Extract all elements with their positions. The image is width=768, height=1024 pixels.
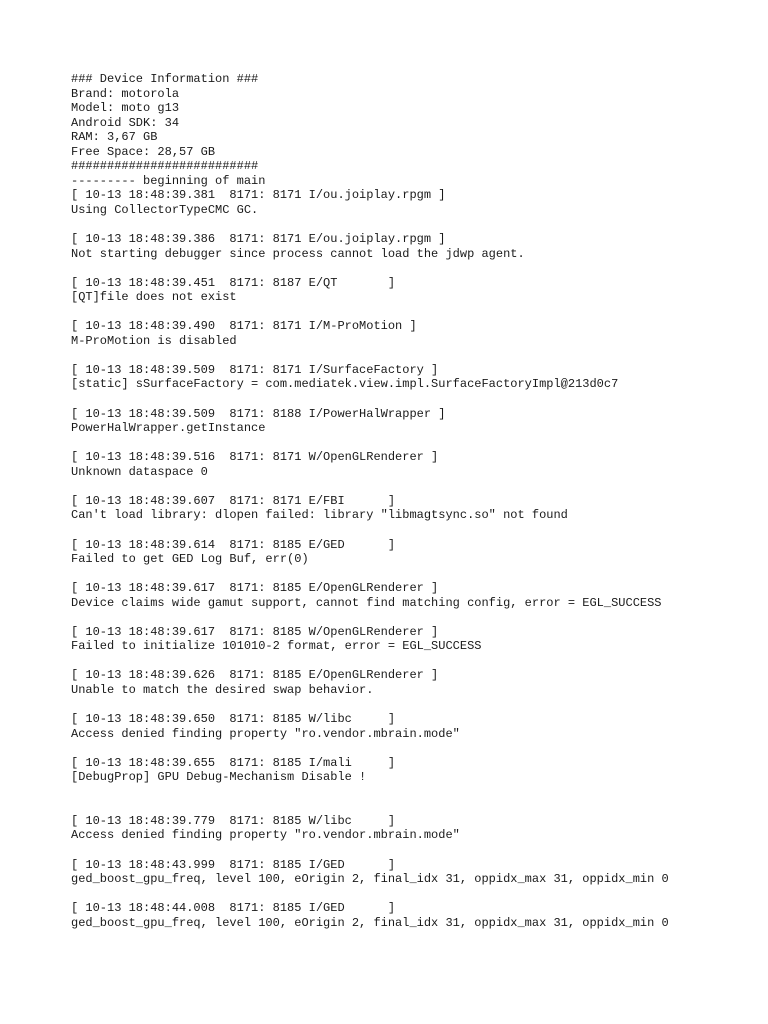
log-entry-header: [ 10-13 18:48:39.626 8171: 8185 E/OpenGLRenderer ]: [71, 668, 439, 683]
log-entry-message: Unable to match the desired swap behavior.: [71, 682, 374, 697]
blank-line: [71, 741, 751, 756]
blank-line: [71, 654, 751, 669]
log-entry-header: [ 10-13 18:48:43.999 8171: 8185 I/GED ]: [71, 857, 396, 872]
log-document: [71, 72, 751, 930]
log-entry-header: [ 10-13 18:48:39.614 8171: 8185 E/GED ]: [71, 537, 396, 552]
log-entry-message: ged_boost_gpu_freq, level 100, eOrigin 2, final_idx 31, oppidx_max 31, oppidx_min 0: [71, 915, 669, 930]
device-android-sdk: Android SDK: 34: [71, 115, 180, 130]
device-free-space: Free Space: 28,57 GB: [71, 144, 216, 159]
log-entry-header: [ 10-13 18:48:39.386 8171: 8171 E/ou.joiplay.rpgm ]: [71, 232, 446, 247]
log-entry-header: [ 10-13 18:48:39.779 8171: 8185 W/libc ]: [71, 813, 396, 828]
log-entry-message: [DebugProp] GPU Debug-Mechanism Disable !: [71, 770, 367, 785]
log-entry-message: Access denied finding property "ro.vendor.mbrain.mode": [71, 726, 460, 741]
log-entry-message: ged_boost_gpu_freq, level 100, eOrigin 2, final_idx 31, oppidx_max 31, oppidx_min 0: [71, 872, 669, 887]
log-entry-message: Can't load library: dlopen failed: library "libmagtsync.so" not found: [71, 508, 568, 523]
log-entry-message: Failed to get GED Log Buf, err(0): [71, 552, 309, 567]
log-entry-header: [ 10-13 18:48:39.509 8171: 8171 I/SurfaceFactory ]: [71, 362, 439, 377]
log-section-marker: --------- beginning of main: [71, 173, 266, 188]
log-entry-header: [ 10-13 18:48:39.617 8171: 8185 W/OpenGLRenderer ]: [71, 624, 439, 639]
log-entry-header: [ 10-13 18:48:39.490 8171: 8171 I/M-ProMotion ]: [71, 319, 417, 334]
log-entry-message: [QT]file does not exist: [71, 290, 237, 305]
blank-line: [71, 436, 751, 451]
log-entry-header: [ 10-13 18:48:39.509 8171: 8188 I/PowerHalWrapper ]: [71, 406, 446, 421]
blank-line: [71, 523, 751, 538]
blank-line: [71, 567, 751, 582]
log-entry-message: [static] sSurfaceFactory = com.mediatek.view.impl.SurfaceFactoryImpl@213d0c7: [71, 377, 619, 392]
log-entry-header: [ 10-13 18:48:39.655 8171: 8185 I/mali ]: [71, 755, 396, 770]
log-entry-header: [ 10-13 18:48:39.617 8171: 8185 E/OpenGLRenderer ]: [71, 581, 439, 596]
blank-line: [71, 799, 751, 814]
log-entry-header: [ 10-13 18:48:39.516 8171: 8171 W/OpenGLRenderer ]: [71, 450, 439, 465]
blank-line: [71, 217, 751, 232]
blank-line: [71, 785, 751, 800]
log-entry-header: [ 10-13 18:48:39.381 8171: 8171 I/ou.joiplay.rpgm ]: [71, 188, 446, 203]
blank-line: [71, 261, 751, 276]
device-ram: RAM: 3,67 GB: [71, 130, 158, 145]
blank-line: [71, 479, 751, 494]
device-info-footer: ##########################: [71, 159, 259, 174]
log-entry-message: Device claims wide gamut support, cannot find matching config, error = EGL_SUCCESS: [71, 595, 662, 610]
log-entry-message: Unknown dataspace 0: [71, 464, 208, 479]
log-entry-message: Failed to initialize 101010-2 format, error = EGL_SUCCESS: [71, 639, 482, 654]
device-model: Model: moto g13: [71, 101, 180, 116]
log-entry-message: Access denied finding property "ro.vendor.mbrain.mode": [71, 828, 460, 843]
device-info-header: ### Device Information ###: [71, 72, 259, 86]
blank-line: [71, 305, 751, 320]
blank-line: [71, 843, 751, 858]
log-entry-header: [ 10-13 18:48:39.650 8171: 8185 W/libc ]: [71, 712, 396, 727]
blank-line: [71, 698, 751, 713]
log-entry-message: Not starting debugger since process cannot load the jdwp agent.: [71, 246, 525, 261]
log-entry-message: M-ProMotion is disabled: [71, 333, 237, 348]
blank-line: [71, 610, 751, 625]
log-entry-message: Using CollectorTypeCMC GC.: [71, 202, 259, 217]
blank-line: [71, 348, 751, 363]
blank-line: [71, 887, 751, 902]
blank-line: [71, 392, 751, 407]
log-entry-header: [ 10-13 18:48:44.008 8171: 8185 I/GED ]: [71, 901, 396, 916]
log-entry-header: [ 10-13 18:48:39.451 8171: 8187 E/QT ]: [71, 275, 396, 290]
log-entry-message: PowerHalWrapper.getInstance: [71, 421, 266, 436]
device-brand: Brand: motorola: [71, 86, 180, 101]
log-entry-header: [ 10-13 18:48:39.607 8171: 8171 E/FBI ]: [71, 493, 396, 508]
